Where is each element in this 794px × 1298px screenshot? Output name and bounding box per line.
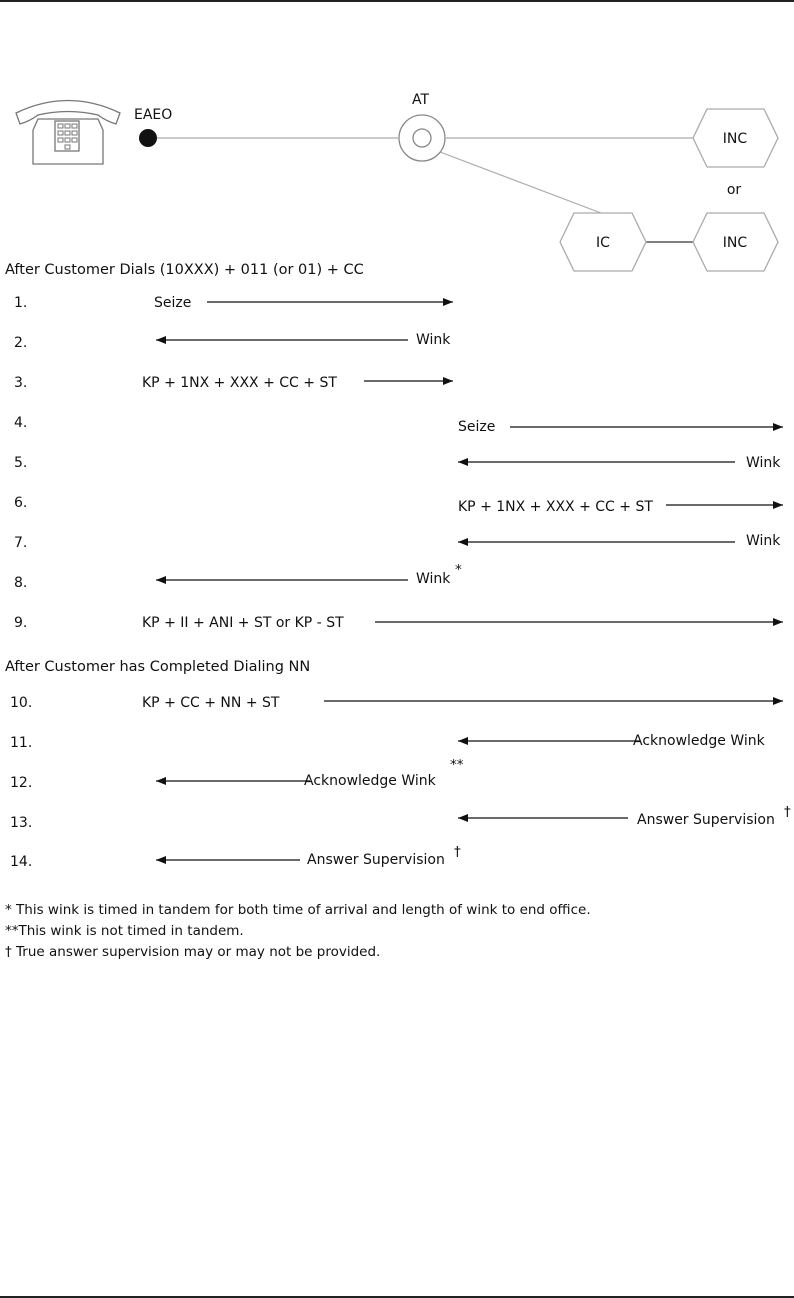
step-number: 8. (14, 575, 28, 591)
step-label: KP + II + ANI + ST or KP - ST (142, 615, 344, 631)
step-5 (14, 455, 781, 471)
section-heading-1: After Customer Dials (10XXX) + 011 (or 01) + CC (5, 262, 364, 278)
step-label: KP + 1NX + XXX + CC + ST (142, 375, 337, 391)
footnote-mark: * (455, 562, 462, 578)
footnote-3: † True answer supervision may or may not be provided. (5, 944, 381, 960)
step-number: 12. (10, 775, 33, 791)
step-number: 6. (14, 495, 28, 511)
step-7 (14, 533, 781, 551)
step-number: 10. (10, 695, 33, 711)
footnote-1: * This wink is timed in tandem for both time of arrival and length of wink to end office. (5, 902, 591, 918)
step-2 (14, 332, 451, 351)
step-label: Wink (416, 332, 451, 348)
step-number: 11. (10, 735, 33, 751)
step-label: Wink (416, 571, 451, 587)
step-label: Wink (746, 533, 781, 549)
step-12 (10, 757, 464, 791)
eaeo-label: EAEO (134, 107, 173, 123)
or-label: or (726, 182, 742, 198)
footnote-mark: † (454, 844, 461, 860)
step-14 (10, 844, 461, 870)
inc-top-label: INC (722, 131, 748, 147)
step-13 (10, 804, 791, 831)
step-9 (14, 615, 783, 631)
step-number: 14. (10, 854, 33, 870)
step-number: 9. (14, 615, 28, 631)
step-label: KP + 1NX + XXX + CC + ST (458, 499, 653, 515)
at-label: AT (412, 92, 430, 108)
inc-bottom-label: INC (722, 235, 748, 251)
network-topology (16, 92, 778, 271)
step-number: 3. (14, 375, 28, 391)
step-label: Acknowledge Wink (304, 773, 436, 789)
step-label: Answer Supervision (637, 812, 775, 828)
footnote-2: **This wink is not timed in tandem. (5, 923, 244, 939)
step-11 (10, 733, 766, 751)
step-label: Acknowledge Wink (633, 733, 765, 749)
step-number: 1. (14, 295, 28, 311)
step-label: Seize (154, 295, 192, 311)
section-heading-2: After Customer has Completed Dialing NN (5, 659, 311, 675)
footnote-mark: ** (450, 757, 464, 773)
step-number: 13. (10, 815, 33, 831)
step-10 (10, 695, 783, 711)
step-label: Seize (458, 419, 496, 435)
step-8 (14, 562, 462, 591)
at-node-inner (413, 129, 431, 147)
step-6 (14, 495, 783, 515)
step-number: 4. (14, 415, 28, 431)
telephone-icon (16, 101, 120, 165)
step-3 (14, 375, 453, 391)
eaeo-node (139, 129, 157, 147)
step-label: Answer Supervision (307, 852, 445, 868)
step-number: 7. (14, 535, 28, 551)
step-1 (14, 295, 453, 311)
footnote-mark: † (784, 804, 791, 820)
step-number: 2. (14, 335, 28, 351)
step-label: KP + CC + NN + ST (142, 695, 280, 711)
step-label: Wink (746, 455, 781, 471)
step-4 (14, 415, 783, 435)
ic-label: IC (596, 235, 610, 251)
step-number: 5. (14, 455, 28, 471)
line-at-ic (440, 152, 601, 213)
